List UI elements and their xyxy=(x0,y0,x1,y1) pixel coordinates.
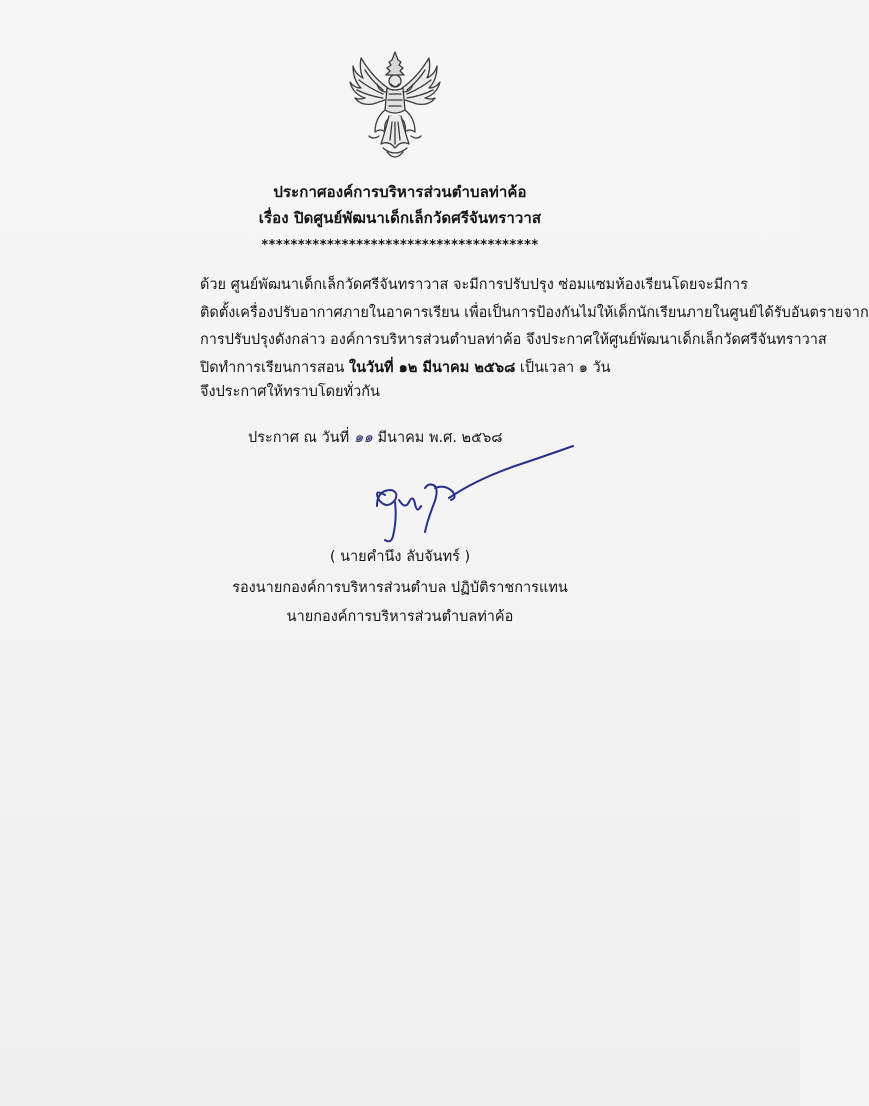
separator-line: ************************************** xyxy=(261,238,539,253)
garuda-emblem-icon xyxy=(345,48,445,164)
signer-position: รองนายกองค์การบริหารส่วนตำบล ปฏิบัติราชการแทน xyxy=(232,580,568,596)
body-last-line xyxy=(200,355,695,383)
announcement-subject: เรื่อง ปิดศูนย์พัฒนาเด็กเล็กวัดศรีจันทราวาส xyxy=(258,209,542,227)
body-last-prefix: ปิดทำการเรียนการสอน xyxy=(200,359,349,376)
closure-date: ในวันที่ ๑๒ มีนาคม ๒๕๖๘ xyxy=(348,359,516,376)
announcement-title: ประกาศองค์การบริหารส่วนตำบลท่าค้อ xyxy=(273,183,527,201)
body-line: การปรับปรุงดังกล่าว องค์การบริหารส่วนตำบลท่าค้อ จึงประกาศให้ศูนย์พัฒนาเด็กเล็กวัดศรีจันทราวาส xyxy=(200,332,827,348)
date-day-handwritten: ๑๑ xyxy=(353,428,373,446)
body-line: ด้วย ศูนย์พัฒนาเด็กเล็กวัดศรีจันทราวาส จะมีการปรับปรุง ซ่อมแซมห้องเรียนโดยจะมีการ xyxy=(200,277,748,293)
body-last-suffix: เป็นเวลา ๑ วัน xyxy=(515,359,611,376)
body-line: ติดตั้งเครื่องปรับอากาศภายในอาคารเรียน เพื่อเป็นการป้องกันไม่ให้เด็กนักเรียนภายในศูนย์ได้รับอันตรายจาก xyxy=(200,304,869,321)
signer-organization: นายกองค์การบริหารส่วนตำบลท่าค้อ xyxy=(286,609,514,625)
closing-statement: จึงประกาศให้ทราบโดยทั่วกัน xyxy=(200,384,380,400)
signature-image xyxy=(365,440,595,555)
date-prefix: ประกาศ ณ วันที่ xyxy=(248,430,354,446)
date-suffix: มีนาคม พ.ศ. ๒๕๖๘ xyxy=(372,430,503,446)
announcement-body xyxy=(200,272,869,382)
signer-name: ( นายคำนึง ลับจันทร์ ) xyxy=(329,549,471,565)
